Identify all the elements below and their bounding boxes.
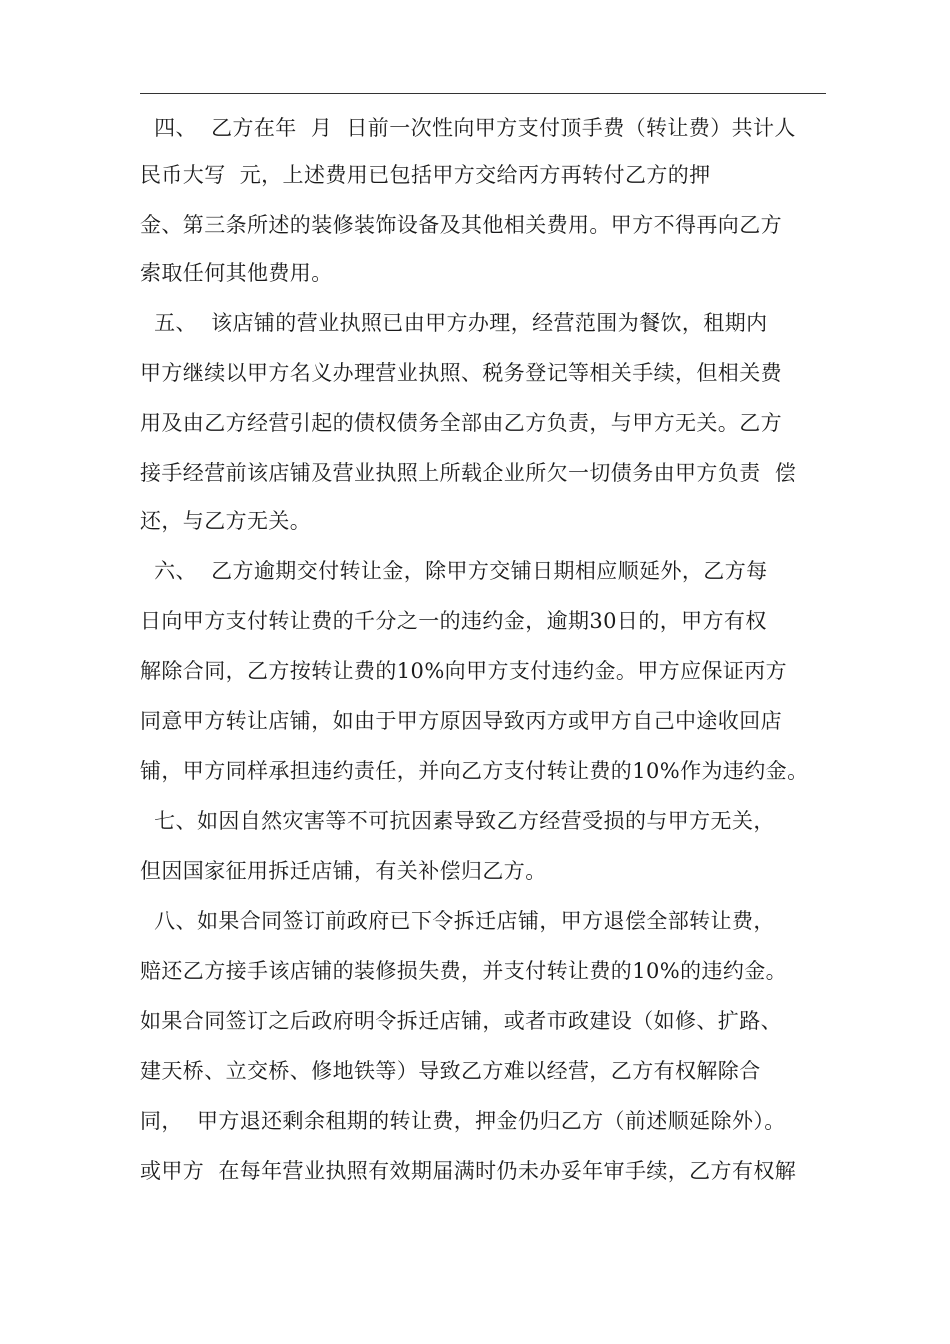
text-line: 解除合同，乙方按转让费的10%向甲方支付违约金。甲方应保证丙方 [140, 659, 788, 683]
text-line: 同意甲方转让店铺，如由于甲方原因导致丙方或甲方自己中途收回店 [140, 709, 782, 733]
text-line: 八、如果合同签订前政府已下令拆迁店铺，甲方退偿全部转让费， [140, 909, 775, 933]
text-line: 同， 甲方退还剩余租期的转让费，押金仍归乙方（前述顺延除外）。 [140, 1109, 786, 1133]
text-line: 日向甲方支付转让费的千分之一的违约金，逾期30日的，甲方有权 [140, 609, 767, 633]
text-line: 五、 该店铺的营业执照已由甲方办理，经营范围为餐饮，租期内 [140, 311, 768, 335]
text-line: 民币大写 元，上述费用已包括甲方交给丙方再转付乙方的押 [140, 163, 711, 187]
text-line: 还，与乙方无关。 [140, 509, 312, 533]
text-line: 索取任何其他费用。 [140, 261, 333, 285]
text-line: 接手经营前该店铺及营业执照上所载企业所欠一切债务由甲方负责 偿 [140, 461, 797, 485]
text-line: 七、如因自然灾害等不可抗因素导致乙方经营受损的与甲方无关， [140, 809, 775, 833]
text-line: 六、 乙方逾期交付转让金，除甲方交铺日期相应顺延外，乙方每 [140, 559, 768, 583]
text-line: 用及由乙方经营引起的债权债务全部由乙方负责，与甲方无关。乙方 [140, 411, 782, 435]
text-line: 赔还乙方接手该店铺的装修损失费，并支付转让费的10%的违约金。 [140, 959, 788, 983]
text-line: 四、 乙方在年 月 日前一次性向甲方支付顶手费（转让费）共计人 [140, 116, 796, 140]
text-line: 如果合同签订之后政府明令拆迁店铺，或者市政建设（如修、扩路、 [140, 1009, 782, 1033]
text-line: 铺，甲方同样承担违约责任，并向乙方支付转让费的10%作为违约金。 [140, 759, 809, 783]
text-line: 甲方继续以甲方名义办理营业执照、税务登记等相关手续，但相关费 [140, 361, 782, 385]
text-line: 金、第三条所述的装修装饰设备及其他相关费用。甲方不得再向乙方 [140, 213, 782, 237]
text-line: 或甲方 在每年营业执照有效期届满时仍未办妥年审手续，乙方有权解 [140, 1159, 797, 1183]
text-line: 但因国家征用拆迁店铺，有关补偿归乙方。 [140, 859, 547, 883]
text-line: 建天桥、立交桥、修地铁等）导致乙方难以经营，乙方有权解除合 [140, 1059, 761, 1083]
header-rule [140, 93, 826, 94]
